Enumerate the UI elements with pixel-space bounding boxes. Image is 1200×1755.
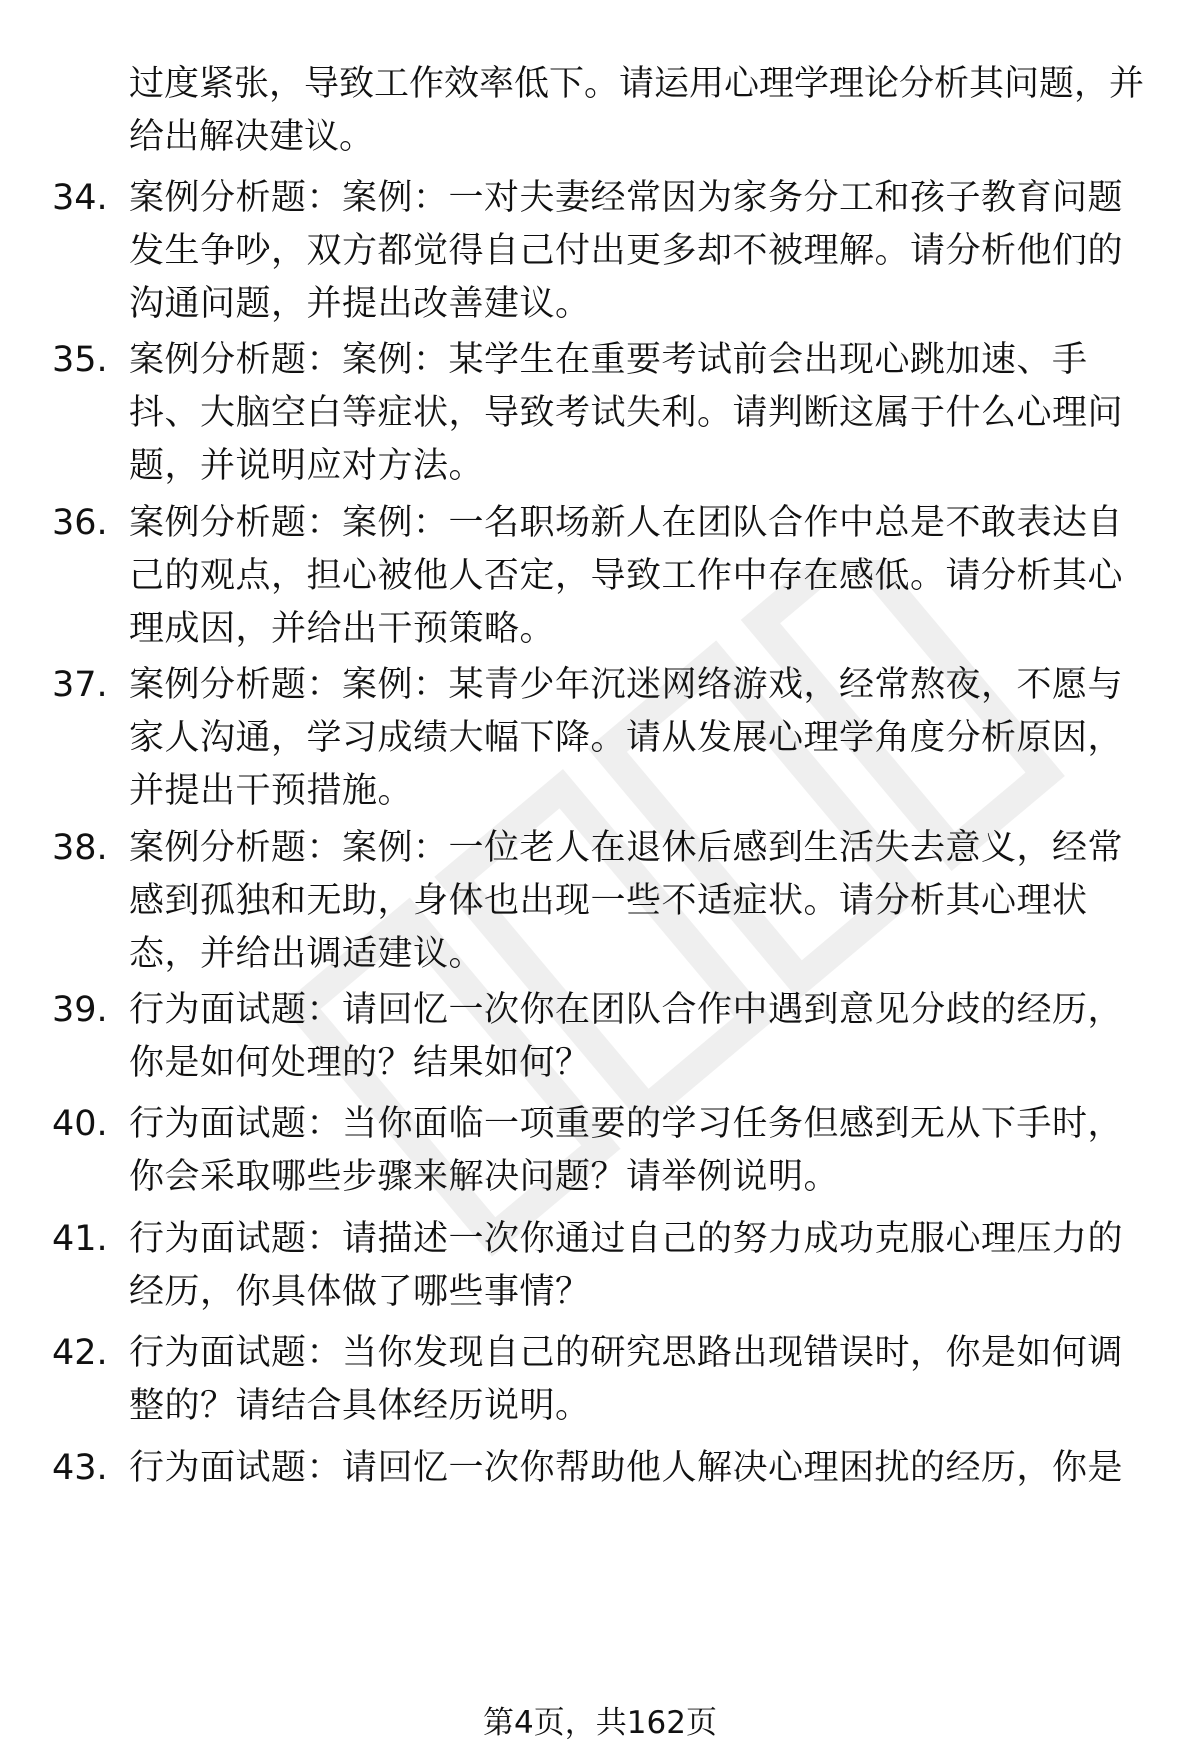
question-text: 案例分析题：案例：一位老人在退休后感到生活失去意义，经常感到孤独和无助，身体也出现一些不适症状。请分析其心理状态，并给出调适建议。 <box>129 828 1124 974</box>
question-number: 41. <box>52 1219 108 1259</box>
question-text: 行为面试题：当你面临一项重要的学习任务但感到无从下手时，你会采取哪些步骤来解决问题？请举例说明。 <box>129 1104 1124 1197</box>
question-number: 35. <box>52 340 108 380</box>
page-footer: 第4页，共162页 <box>483 1705 717 1741</box>
question-text: 案例分析题：案例：某学生在重要考试前会出现心跳加速、手抖、大脑空白等症状，导致考试失利。请判断这属于什么心理问题，并说明应对方法。 <box>129 340 1124 486</box>
question-number: 40. <box>52 1104 108 1144</box>
question-number: 37. <box>52 665 108 705</box>
question-number: 43. <box>52 1448 108 1488</box>
question-text: 案例分析题：案例：一名职场新人在团队合作中总是不敢表达自己的观点，担心被他人否定，导致工作中存在感低。请分析其心理成因，并给出干预策略。 <box>129 503 1124 649</box>
question-text: 案例分析题：案例：一对夫妻经常因为家务分工和孩子教育问题发生争吵，双方都觉得自己付出更多却不被理解。请分析他们的沟通问题，并提出改善建议。 <box>129 178 1124 324</box>
question-number: 39. <box>52 990 108 1030</box>
question-number: 34. <box>52 178 108 218</box>
question-text: 行为面试题：请回忆一次你帮助他人解决心理困扰的经历，你是 <box>129 1448 1124 1488</box>
question-number: 36. <box>52 503 108 543</box>
question-text: 行为面试题：当你发现自己的研究思路出现错误时，你是如何调整的？请结合具体经历说明。 <box>129 1333 1124 1426</box>
question-number: 38. <box>52 828 108 868</box>
question-text: 行为面试题：请回忆一次你在团队合作中遇到意见分歧的经历，你是如何处理的？结果如何？ <box>129 990 1124 1083</box>
continuation-paragraph: 过度紧张，导致工作效率低下。请运用心理学理论分析其问题，并给出解决建议。 <box>129 64 1145 157</box>
question-text: 案例分析题：案例：某青少年沉迷网络游戏，经常熬夜，不愿与家人沟通，学习成绩大幅下降。请从发展心理学角度分析原因，并提出干预措施。 <box>129 665 1124 811</box>
question-number: 42. <box>52 1333 108 1373</box>
question-text: 行为面试题：请描述一次你通过自己的努力成功克服心理压力的经历，你具体做了哪些事情？ <box>129 1219 1124 1312</box>
